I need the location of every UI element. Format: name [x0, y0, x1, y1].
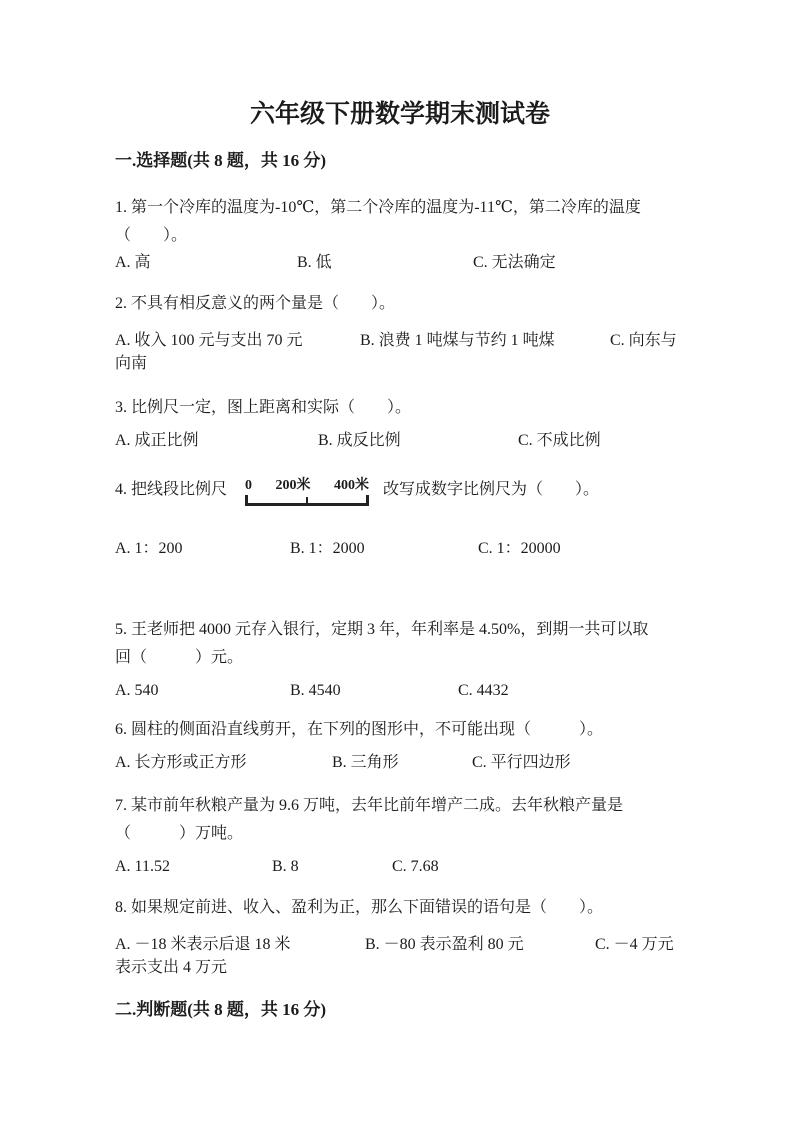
scale-label-200m: 200米: [275, 478, 311, 493]
option-a: A. 11.52: [115, 858, 170, 875]
question-6: [115, 716, 685, 774]
option-a: A. 成正比例: [115, 432, 199, 449]
option-c: C. 7.68: [392, 858, 439, 875]
question-7: [115, 792, 685, 878]
option-c: C. 无法确定: [473, 254, 556, 271]
option-b: B. 1：2000: [290, 540, 365, 557]
option-c: C. 平行四边形: [472, 754, 571, 771]
question-1-text-line: （ ）。: [115, 227, 188, 244]
question-7-options: [115, 856, 685, 878]
section-heading-true-false: 二.判断题(共 8 题，共 16 分): [115, 1000, 327, 1019]
question-2: [115, 290, 685, 376]
option-a: A. 540: [115, 682, 159, 699]
question-5: [115, 616, 685, 702]
option-a: A. 长方形或正方形: [115, 754, 247, 771]
option-a: A. 收入 100 元与支出 70 元: [115, 332, 303, 349]
question-5-text-line: 回（ ）元。: [115, 649, 244, 666]
question-7-text-line: 7. 某市前年秋粮产量为 9.6 万吨，去年比前年增产二成。去年秋粮产量是: [115, 797, 624, 814]
option-b: B. 浪费 1 吨煤与节约 1 吨煤: [360, 332, 555, 349]
question-4-text-pre: 4. 把线段比例尺: [115, 481, 228, 498]
option-b: B. 8: [272, 858, 299, 875]
option-c: C. 1：20000: [478, 540, 561, 557]
question-2-text-line: 2. 不具有相反意义的两个量是（ ）。: [115, 295, 396, 312]
question-1: [115, 194, 685, 274]
option-c: C. 不成比例: [518, 432, 601, 449]
question-3: [115, 394, 685, 452]
option-a: A. 高: [115, 254, 151, 271]
question-4-options: [115, 538, 685, 560]
scale-bar-line: [245, 495, 369, 506]
scale-label-zero: 0: [245, 478, 253, 493]
option-c: C. 向东与: [610, 332, 677, 349]
question-7-text-line: （ ）万吨。: [115, 825, 244, 842]
option-c: C. －4 万元: [595, 936, 674, 953]
question-2-options: [115, 330, 685, 352]
option-b: B. 低: [297, 254, 332, 271]
question-8-options: [115, 934, 685, 956]
page-title: 六年级下册数学期末测试卷: [249, 101, 550, 128]
option-b: B. －80 表示盈利 80 元: [365, 936, 524, 953]
question-4-text-post: 改写成数字比例尺为（ ）。: [383, 481, 600, 498]
question-3-options: [115, 430, 685, 452]
question-3-text-line: 3. 比例尺一定，图上距离和实际（ ）。: [115, 399, 412, 416]
option-b: B. 三角形: [332, 754, 399, 771]
option-c: C. 4432: [458, 682, 509, 699]
scale-bar-diagram: [245, 478, 369, 506]
question-1-options: [115, 252, 685, 274]
option-a: A. 1：200: [115, 540, 183, 557]
scale-label-400m: 400米: [334, 478, 370, 493]
question-4-text-row: [115, 476, 685, 506]
section-heading-multiple-choice: 一.选择题(共 8 题，共 16 分): [115, 151, 327, 170]
option-a: A. －18 米表示后退 18 米: [115, 936, 291, 953]
scale-bar-labels: [245, 478, 369, 494]
question-6-options: [115, 752, 685, 774]
option-b: B. 成反比例: [318, 432, 401, 449]
option-c-continuation: 向南: [115, 355, 148, 372]
question-5-text-line: 5. 王老师把 4000 元存入银行，定期 3 年，年利率是 4.50%，到期一共可以取: [115, 621, 649, 638]
question-6-text-line: 6. 圆柱的侧面沿直线剪开，在下列的图形中，不可能出现（ ）。: [115, 721, 604, 738]
question-5-options: [115, 680, 685, 702]
question-4: [115, 476, 685, 560]
option-b: B. 4540: [290, 682, 341, 699]
option-c-continuation: 表示支出 4 万元: [115, 959, 228, 976]
question-8-text-line: 8. 如果规定前进、收入、盈利为正，那么下面错误的语句是（ ）。: [115, 899, 604, 916]
question-8: [115, 894, 685, 980]
question-1-text-line: 1. 第一个冷库的温度为-10℃，第二个冷库的温度为-11℃，第二冷库的温度: [115, 199, 641, 216]
